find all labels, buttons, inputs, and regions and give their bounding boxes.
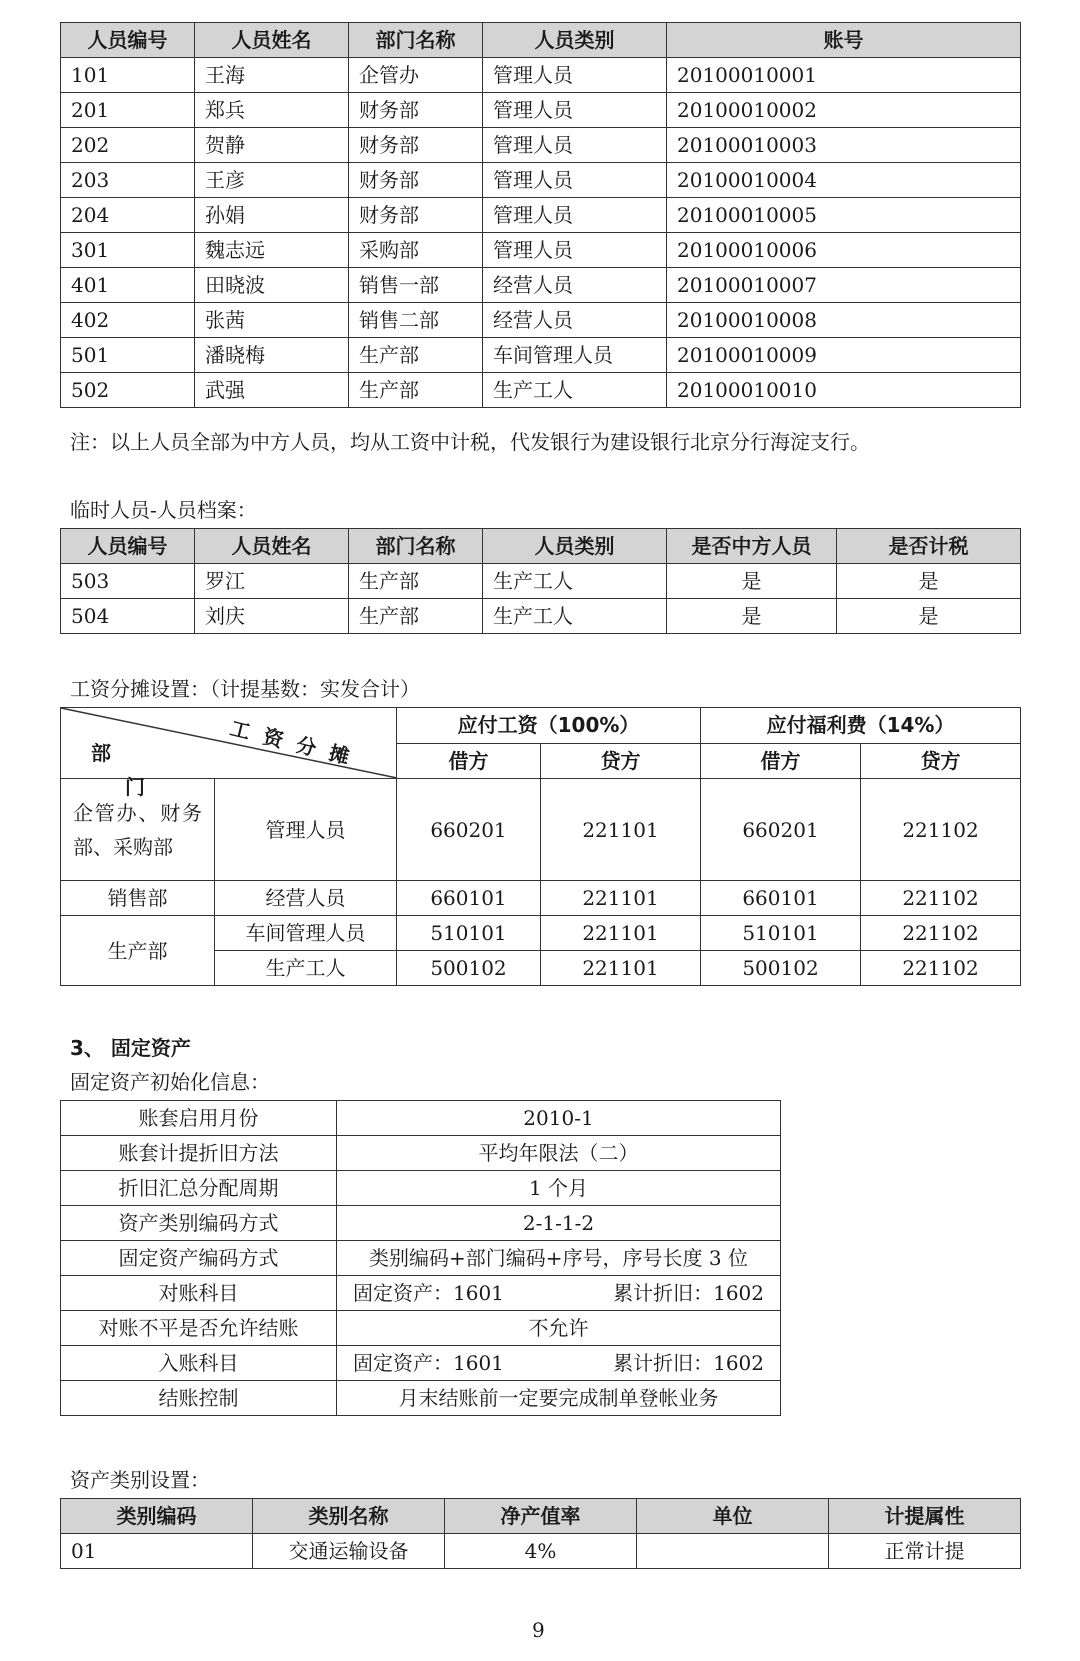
table-cell: 经营人员 [483, 268, 667, 303]
salary-allocation-table [60, 707, 1021, 986]
table-cell: 正常计提 [829, 1534, 1021, 1569]
column-header: 净产值率 [445, 1499, 637, 1534]
table-cell: 财务部 [349, 198, 483, 233]
credit-header: 贷方 [541, 743, 701, 779]
table-row [61, 303, 1021, 338]
table-cell: 301 [61, 233, 195, 268]
category-cell: 经营人员 [215, 881, 397, 916]
setting-label: 对账科目 [61, 1276, 337, 1311]
value-cell: 660201 [701, 779, 861, 881]
table-cell: 01 [61, 1534, 253, 1569]
fixed-assets-heading: 3、 固定资产 [70, 1036, 191, 1060]
table-row [61, 373, 1021, 408]
setting-value: 类别编码+部门编码+序号，序号长度 3 位 [337, 1241, 781, 1276]
table-cell: 20100010003 [667, 128, 1021, 163]
dept-char-1: 部 [91, 741, 111, 765]
setting-label: 结账控制 [61, 1381, 337, 1416]
dept-char-2: 门 [125, 775, 145, 799]
column-header: 是否中方人员 [667, 529, 837, 564]
asset-category-table [60, 1498, 1021, 1569]
column-header: 类别名称 [253, 1499, 445, 1534]
table-row [61, 564, 1021, 599]
setting-value [337, 1276, 781, 1311]
category-cell: 车间管理人员 [215, 916, 397, 951]
setting-label: 折旧汇总分配周期 [61, 1171, 337, 1206]
temp-section-title: 临时人员-人员档案： [70, 498, 257, 522]
table-cell: 魏志远 [195, 233, 349, 268]
dept-cell: 生产部 [61, 916, 215, 986]
value-cell: 660201 [397, 779, 541, 881]
fixed-asset-init-table [60, 1100, 781, 1416]
debit-header: 借方 [701, 743, 861, 779]
value-cell: 510101 [397, 916, 541, 951]
setting-value-part: 固定资产：1601 [353, 1281, 504, 1305]
table-cell: 郑兵 [195, 93, 349, 128]
table-row [61, 1534, 1021, 1569]
table-row [61, 198, 1021, 233]
table-cell: 20100010005 [667, 198, 1021, 233]
setting-value-part: 固定资产：1601 [353, 1351, 504, 1375]
table-cell: 20100010004 [667, 163, 1021, 198]
column-header: 人员类别 [483, 23, 667, 58]
table-cell: 402 [61, 303, 195, 338]
table-cell: 生产工人 [483, 373, 667, 408]
column-header: 账号 [667, 23, 1021, 58]
table-cell: 502 [61, 373, 195, 408]
table-cell: 财务部 [349, 93, 483, 128]
debit-header: 借方 [397, 743, 541, 779]
value-cell: 221102 [861, 881, 1021, 916]
personnel-table [60, 22, 1021, 408]
table-cell: 财务部 [349, 163, 483, 198]
table-row [61, 93, 1021, 128]
dept-cell: 企管办、财务部、采购部 [61, 779, 215, 881]
table-row [61, 268, 1021, 303]
column-header: 部门名称 [349, 23, 483, 58]
diagonal-header-cell [61, 708, 397, 799]
table-cell: 王彦 [195, 163, 349, 198]
value-cell: 660101 [397, 881, 541, 916]
category-cell: 生产工人 [215, 951, 397, 986]
column-header: 计提属性 [829, 1499, 1021, 1534]
table-row [61, 1206, 781, 1241]
table-cell: 是 [667, 599, 837, 634]
table-row [61, 1346, 781, 1381]
alloc-section-title: 工资分摊设置：（计提基数：实发合计） [70, 677, 420, 701]
table-cell: 管理人员 [483, 163, 667, 198]
table-cell: 生产工人 [483, 564, 667, 599]
table-row [61, 338, 1021, 373]
setting-value: 月末结账前一定要完成制单登帐业务 [337, 1381, 781, 1416]
setting-value [337, 1346, 781, 1381]
table-cell: 企管办 [349, 58, 483, 93]
table-header-row [61, 529, 1021, 564]
table-cell: 财务部 [349, 128, 483, 163]
table-cell: 罗江 [195, 564, 349, 599]
table-cell: 管理人员 [483, 128, 667, 163]
table-cell: 潘晓梅 [195, 338, 349, 373]
asset-category-title: 资产类别设置： [70, 1468, 210, 1492]
setting-value: 2-1-1-2 [337, 1206, 781, 1241]
table-cell: 采购部 [349, 233, 483, 268]
column-header: 人员编号 [61, 23, 195, 58]
setting-label: 资产类别编码方式 [61, 1206, 337, 1241]
table-cell: 王海 [195, 58, 349, 93]
table-row [61, 916, 1021, 951]
table-row [61, 599, 1021, 634]
table-cell: 20100010007 [667, 268, 1021, 303]
table-cell: 203 [61, 163, 195, 198]
column-header: 单位 [637, 1499, 829, 1534]
column-header: 是否计税 [837, 529, 1021, 564]
table-cell: 孙娟 [195, 198, 349, 233]
table-cell: 20100010006 [667, 233, 1021, 268]
table-cell [637, 1534, 829, 1569]
credit-header: 贷方 [861, 743, 1021, 779]
table-row [61, 58, 1021, 93]
setting-label: 账套启用月份 [61, 1101, 337, 1136]
table-cell: 20100010001 [667, 58, 1021, 93]
note-text: 注：以上人员全部为中方人员，均从工资中计税，代发银行为建设银行北京分行海淀支行。 [70, 430, 870, 454]
value-cell: 660101 [701, 881, 861, 916]
column-header: 类别编码 [61, 1499, 253, 1534]
setting-label: 固定资产编码方式 [61, 1241, 337, 1276]
diagonal-header-bottom-label [91, 736, 145, 804]
table-cell: 204 [61, 198, 195, 233]
table-row [61, 1171, 781, 1206]
value-cell: 221102 [861, 951, 1021, 986]
table-cell: 张茜 [195, 303, 349, 338]
table-cell: 504 [61, 599, 195, 634]
column-header: 部门名称 [349, 529, 483, 564]
table-cell: 是 [667, 564, 837, 599]
table-cell: 是 [837, 599, 1021, 634]
setting-value: 不允许 [337, 1311, 781, 1346]
table-cell: 管理人员 [483, 58, 667, 93]
value-cell: 510101 [701, 916, 861, 951]
table-cell: 管理人员 [483, 198, 667, 233]
setting-value-part: 累计折旧：1602 [613, 1351, 764, 1375]
table-cell: 503 [61, 564, 195, 599]
table-row [61, 1311, 781, 1346]
table-row [61, 1101, 781, 1136]
category-cell: 管理人员 [215, 779, 397, 881]
value-cell: 221101 [541, 881, 701, 916]
setting-value: 1 个月 [337, 1171, 781, 1206]
table-cell: 管理人员 [483, 233, 667, 268]
table-cell: 生产部 [349, 373, 483, 408]
table-row [61, 233, 1021, 268]
column-header: 人员类别 [483, 529, 667, 564]
table-row [61, 163, 1021, 198]
table-cell: 20100010009 [667, 338, 1021, 373]
table-row [61, 1136, 781, 1171]
table-cell: 401 [61, 268, 195, 303]
table-cell: 101 [61, 58, 195, 93]
table-cell: 经营人员 [483, 303, 667, 338]
table-cell: 是 [837, 564, 1021, 599]
value-cell: 221102 [861, 916, 1021, 951]
value-cell: 221101 [541, 916, 701, 951]
setting-value: 平均年限法（二） [337, 1136, 781, 1171]
table-cell: 田晓波 [195, 268, 349, 303]
table-header-row [61, 23, 1021, 58]
table-row [61, 779, 1021, 881]
table-cell: 生产工人 [483, 599, 667, 634]
value-cell: 500102 [397, 951, 541, 986]
dept-cell: 销售部 [61, 881, 215, 916]
group-header-welfare: 应付福利费（14%） [701, 708, 1021, 744]
column-header: 人员编号 [61, 529, 195, 564]
setting-label: 入账科目 [61, 1346, 337, 1381]
setting-value-part: 累计折旧：1602 [613, 1281, 764, 1305]
table-cell: 销售一部 [349, 268, 483, 303]
fa-init-title: 固定资产初始化信息： [70, 1070, 270, 1094]
setting-label: 对账不平是否允许结账 [61, 1311, 337, 1346]
table-cell: 刘庆 [195, 599, 349, 634]
temp-personnel-table [60, 528, 1021, 634]
value-cell: 221102 [861, 779, 1021, 881]
table-row [61, 881, 1021, 916]
table-header-row [61, 1499, 1021, 1534]
column-header: 人员姓名 [195, 23, 349, 58]
table-cell: 交通运输设备 [253, 1534, 445, 1569]
table-cell: 201 [61, 93, 195, 128]
table-cell: 501 [61, 338, 195, 373]
table-cell: 20100010010 [667, 373, 1021, 408]
diagonal-header-top-label: 工资分摊 [227, 715, 366, 773]
table-row [61, 1241, 781, 1276]
table-cell: 销售二部 [349, 303, 483, 338]
table-row [61, 1276, 781, 1311]
table-cell: 4% [445, 1534, 637, 1569]
table-row [61, 128, 1021, 163]
table-cell: 生产部 [349, 599, 483, 634]
table-cell: 20100010008 [667, 303, 1021, 338]
table-cell: 贺静 [195, 128, 349, 163]
page-number: 9 [532, 1618, 545, 1642]
table-cell: 生产部 [349, 338, 483, 373]
setting-label: 账套计提折旧方法 [61, 1136, 337, 1171]
alloc-header-row-1 [61, 708, 1021, 744]
table-cell: 车间管理人员 [483, 338, 667, 373]
table-cell: 生产部 [349, 564, 483, 599]
table-cell: 202 [61, 128, 195, 163]
table-cell: 管理人员 [483, 93, 667, 128]
table-cell: 20100010002 [667, 93, 1021, 128]
value-cell: 221101 [541, 779, 701, 881]
group-header-wages: 应付工资（100%） [397, 708, 701, 744]
column-header: 人员姓名 [195, 529, 349, 564]
value-cell: 221101 [541, 951, 701, 986]
table-cell: 武强 [195, 373, 349, 408]
table-row [61, 1381, 781, 1416]
setting-value: 2010-1 [337, 1101, 781, 1136]
value-cell: 500102 [701, 951, 861, 986]
